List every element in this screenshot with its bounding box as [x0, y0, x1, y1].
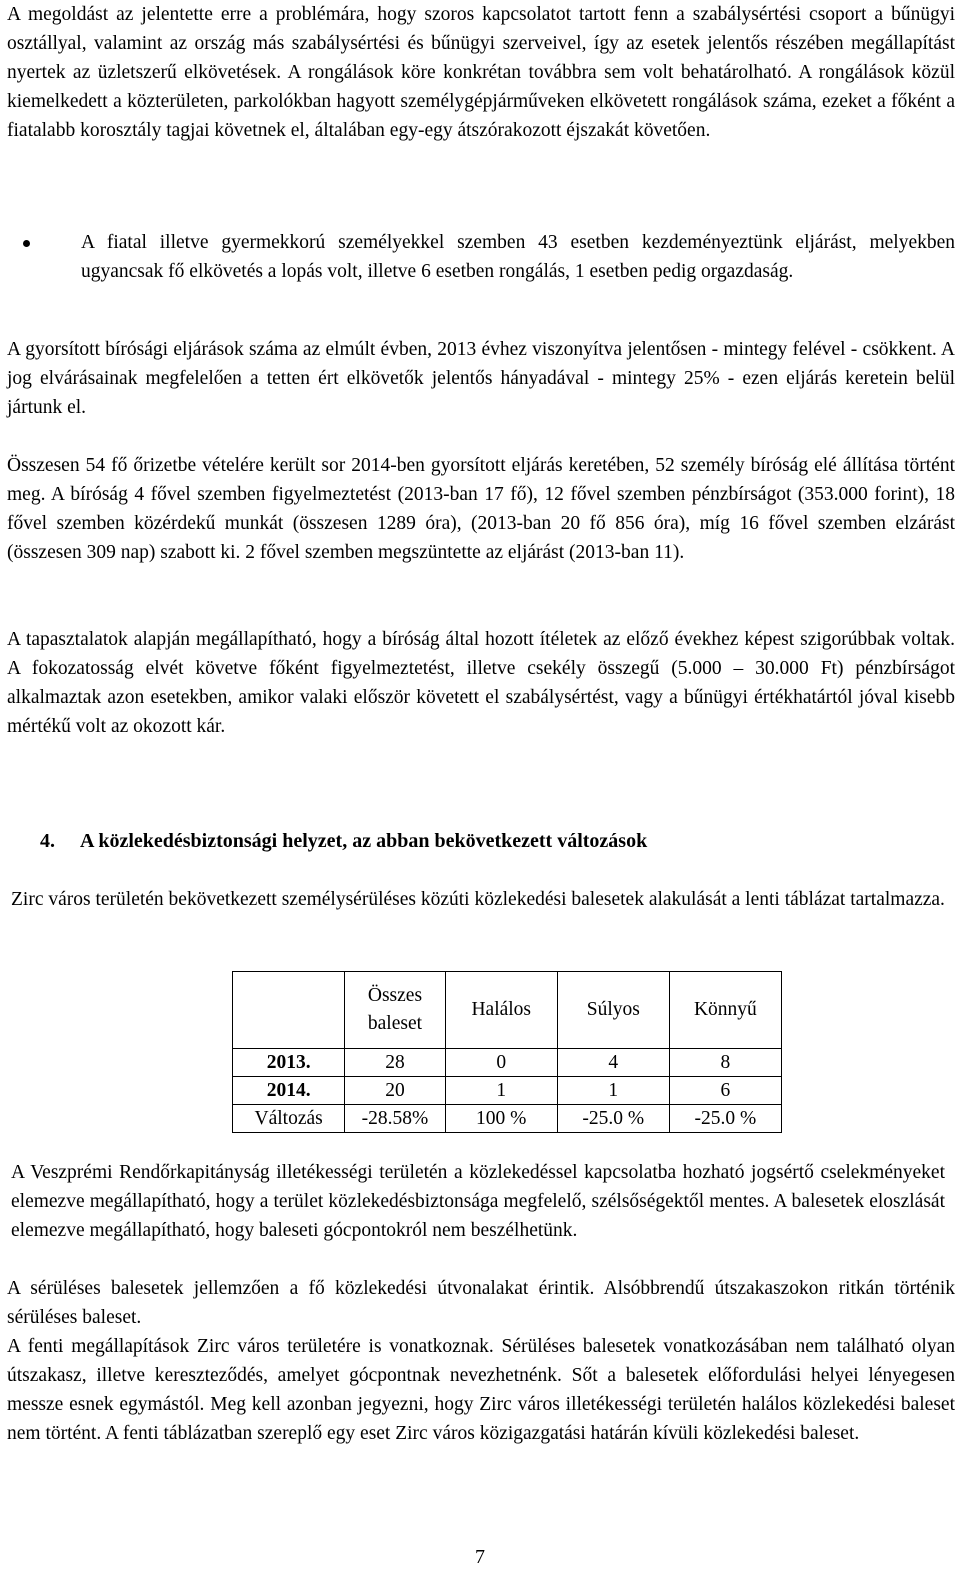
table-row-label: Változás	[233, 1105, 345, 1133]
table-cell: 28	[345, 1049, 445, 1077]
table-cell: 0	[445, 1049, 557, 1077]
paragraph-vandalism: A megoldást az jelentette erre a problémára, hogy szoros kapcsolatot tartott fenn a szabálysértési csoport a bűnügyi osztállyal, valamint az ország más szabálysértési és bűnügyi szerveivel, így az esetek jelentős részében megállapítást nyertek az üzletszerű elkövetések. A rongálások köre konkrétan továbbra sem volt behatárolható. A rongálások közül kiemelkedett a közterületen, parkolókban hagyott személygépjárműveken elkövetett rongálások száma, ezeket a főként a fiatalabb korosztály tagjai követnek el, általában egy-egy átszórakozott éjszakát követően.	[7, 4, 955, 141]
table-header-cell: Könnyű	[669, 972, 781, 1049]
bullet-text-juvenile: A fiatal illetve gyermekkorú személyekkel szemben 43 esetben kezdeményeztünk eljárást, melyekben ugyancsak fő elkövetés a lopás volt, illetve 6 esetben rongálás, 1 esetben pedig orgazdaság.	[81, 232, 955, 282]
table-row-label: 2013.	[233, 1049, 345, 1077]
table-cell: -28.58%	[345, 1105, 445, 1133]
paragraph-custody-statistics: Összesen 54 fő őrizetbe vételére került sor 2014-ben gyorsított eljárás keretében, 52 személy bíróság elé állítása történt meg. A bíróság 4 fővel szemben figyelmeztetést (2013-ban 17 fő), 12 fővel szemben pénzbírságot (353.000 forint), 18 fővel szemben közérdekű munkát (összesen 1289 óra), (2013-ban 20 fő 856 óra), míg 16 fővel szemben elzárást (összesen 309 nap) szabott ki. 2 fővel szemben megszüntette az eljárást (2013-ban 11).	[7, 455, 955, 563]
table-header-cell	[233, 972, 345, 1049]
table-header-cell: Összes baleset	[345, 972, 445, 1049]
paragraph-expedited-proceedings: A gyorsított bírósági eljárások száma az elmúlt évben, 2013 évhez viszonyítva jelentősen - mintegy felével - csökkent. A jog elvárásainak megfelelően a tetten ért elkövetők jelentős hányadával - mintegy 25% - ezen eljárás keretein belül jártunk el.	[7, 339, 955, 418]
table-cell: 4	[557, 1049, 669, 1077]
bullet-dot-icon	[23, 240, 30, 247]
table-cell: 20	[345, 1077, 445, 1105]
table-row-label: 2014.	[233, 1077, 345, 1105]
table-header-cell: Halálos	[445, 972, 557, 1049]
table-row	[233, 1077, 782, 1105]
section-heading	[40, 827, 647, 856]
paragraph-injury-routes: A sérüléses balesetek jellemzően a fő közlekedési útvonalakat érintik. Alsóbbrendű útszakaszokon ritkán történik sérüléses baleset.	[7, 1278, 955, 1328]
table-cell: 8	[669, 1049, 781, 1077]
table-cell: -25.0 %	[669, 1105, 781, 1133]
table-header-cell: Súlyos	[557, 972, 669, 1049]
table-cell: 1	[445, 1077, 557, 1105]
section-title: A közlekedésbiztonsági helyzet, az abban bekövetkezett változások	[80, 830, 648, 852]
table-cell: 6	[669, 1077, 781, 1105]
paragraph-table-intro: Zirc város területén bekövetkezett személysérüléses közúti közlekedési balesetek alakulását a lenti táblázat tartalmazza.	[11, 889, 945, 910]
table-row	[233, 1049, 782, 1077]
section-number: 4.	[40, 830, 55, 852]
accident-table	[232, 971, 782, 1133]
page-number: 7	[475, 1546, 485, 1568]
table-header-row	[233, 972, 782, 1049]
table-cell: 1	[557, 1077, 669, 1105]
paragraph-veszprem-analysis: A Veszprémi Rendőrkapitányság illetékességi területén a közlekedéssel kapcsolatba hozható jogsértő cselekményeket elemezve megállapítható, hogy a terület közlekedésbiztonsága megfelelő, szélsőségektől mentes. A balesetek eloszlását elemezve megállapítható, hogy baleseti gócpontokról nem beszélhetünk.	[11, 1162, 945, 1241]
paragraph-court-experience: A tapasztalatok alapján megállapítható, hogy a bíróság által hozott ítéletek az előző évekhez képest szigorúbbak voltak. A fokozatosság elvét követve főként figyelmeztetést, illetve csekély összegű (5.000 – 30.000 Ft) pénzbírságot alkalmaztak azon esetekben, amikor valaki először követett el szabálysértést, vagy a bűnügyi értékhatártól jóval kisebb mértékű volt az okozott kár.	[7, 629, 955, 737]
table-cell: -25.0 %	[557, 1105, 669, 1133]
table-cell: 100 %	[445, 1105, 557, 1133]
paragraph-zirc-findings: A fenti megállapítások Zirc város területére is vonatkoznak. Sérüléses balesetek vonatkozásában nem található olyan útszakasz, illetve kereszteződés, amelyet gócpontnak nevezhetnénk. Sőt a balesetek előfordulási helyei lényegesen messze esnek egymástól. Meg kell azonban jegyezni, hogy Zirc város illetékességi területén halálos közlekedési baleset nem történt. A fenti táblázatban szereplő egy eset Zirc város közigazgatási határán kívüli közlekedési baleset.	[7, 1336, 955, 1444]
table-row	[233, 1105, 782, 1133]
